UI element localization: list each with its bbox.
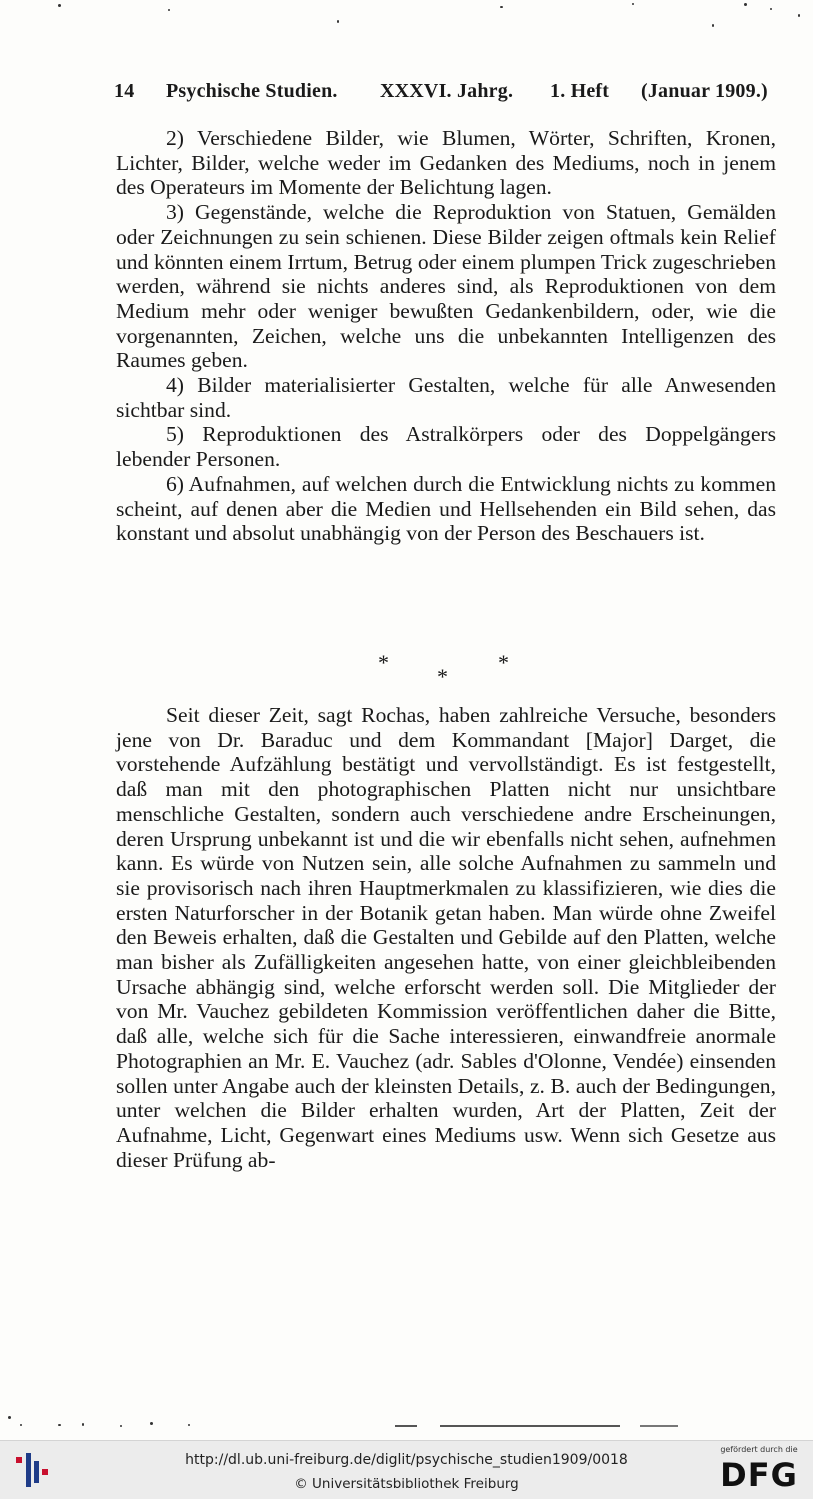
page-number: 14: [114, 80, 135, 102]
library-footer: [0, 1440, 813, 1499]
scan-speck: [798, 14, 800, 17]
body-paragraph: Seit dieser Zeit, sagt Rochas, haben zahlreiche Versuche, besonders jene von Dr. Baraduc und dem Kommandant [Major] Darget, die vorstehende Aufzählung bestätigt und vervollständigt. Es ist festgestellt, daß man mit den photographischen Platten nicht nur unsichtbare menschliche Gestalten, sondern auch verschiedene andre Erscheinungen, deren Ursprung unbekannt ist und die wir ebenfalls nicht sehen, aufnehmen kann. Es würde von Nutzen sein, alle solche Aufnahmen zu sammeln und sie provisorisch nach ihren Hauptmerkmalen zu klassifizieren, wie dies die ersten Naturforscher in der Botanik getan haben. Man würde ohne Zweifel den Beweis erhalten, daß die Gestalten und Gebilde auf den Platten, welche man bisher als Zufälligkeiten angesehen hatte, von einer gleichbleibenden Ursache abhängig sind, welche erforscht werden soll. Die Mitglieder der von Mr. Vauchez gebildeten Kommission veröffentlichen daher die Bitte, daß alle, welche sich für die Sache interessieren, einwandfreie anormale Photographien an Mr. E. Vauchez (adr. Sables d'Olonne, Vendée) einsenden sollen unter Angabe auch der kleinsten Details, z. B. auch der Bedingungen, unter welchen die Bilder erhalten wurden, Art der Platten, Zeit der Aufnahme, Licht, Gegenwart eines Mediums usw. Wenn sich Gesetze aus dieser Prüfung ab-: [116, 703, 776, 1172]
scan-edge-noise: [0, 1410, 813, 1440]
scan-speck: [337, 20, 339, 23]
scan-speck: [500, 6, 503, 8]
scan-speck: [712, 24, 714, 27]
scan-speck: [120, 1425, 122, 1427]
section-separator: [0, 648, 813, 688]
scan-speck: [150, 1422, 153, 1425]
funder-note: gefördert durch die: [720, 1445, 798, 1454]
separator-star: *: [378, 650, 389, 675]
scan-speck: [20, 1424, 22, 1426]
issue-label: 1. Heft: [550, 80, 610, 102]
numbered-list: [116, 126, 776, 546]
scan-speck: [168, 9, 170, 11]
dfg-logo: [715, 1445, 803, 1495]
journal-title: Psychische Studien.: [166, 80, 338, 102]
scan-speck: [744, 3, 747, 6]
volume-label: XXXVI. Jahrg.: [380, 80, 514, 102]
funder-logo-text: DFG: [720, 1456, 798, 1494]
scan-line: [395, 1425, 417, 1427]
scan-line: [640, 1425, 678, 1427]
scan-line: [440, 1425, 620, 1427]
list-item: 3) Gegenstände, welche die Reproduktion von Statuen, Gemälden oder Zeichnungen zu sein schienen. Diese Bilder zeigen oftmals kein Relief und könnten einem Irrtum, Betrug oder einem plumpen Trick zugeschrieben werden, während sie nichts anderes sind, als Reproduktionen von dem Medium mehr oder weniger bewußten Gedankenbildern, oder, wie die vorgenannten, Zeichen, welche uns die unbekannten Intelligenzen des Raumes geben.: [116, 200, 776, 373]
issue-date: (Januar 1909.): [641, 80, 768, 102]
copyright-notice: © Universitätsbibliothek Freiburg: [294, 1476, 519, 1492]
permalink-url[interactable]: http://dl.ub.uni-freiburg.de/diglit/psychische_studien1909/0018: [185, 1452, 628, 1468]
scan-speck: [58, 4, 61, 7]
separator-star: *: [437, 664, 448, 689]
list-item: 5) Reproduktionen des Astralkörpers oder des Doppelgängers lebender Personen.: [116, 422, 776, 472]
scan-speck: [188, 1424, 190, 1426]
separator-star: *: [498, 650, 509, 675]
scan-speck: [632, 3, 634, 5]
list-item: 4) Bilder materialisierter Gestalten, welche für alle Anwesenden sichtbar sind.: [116, 373, 776, 422]
scan-speck: [58, 1424, 61, 1426]
scan-speck: [770, 8, 772, 10]
scan-speck: [8, 1416, 11, 1419]
list-item: 6) Aufnahmen, auf welchen durch die Entwicklung nichts zu kommen scheint, auf denen aber die Medien und Hellsehenden ein Bild sehen, das konstant und absolut unabhängig von der Person des Beschauers ist.: [116, 471, 776, 546]
scan-speck: [82, 1423, 84, 1426]
list-item: 2) Verschiedene Bilder, wie Blumen, Wörter, Schriften, Kronen, Lichter, Bilder, welche weder im Gedanken des Mediums, noch in jenem des Operateurs im Momente der Belichtung lagen.: [116, 126, 776, 200]
running-header: [114, 80, 778, 110]
body-text: [116, 703, 776, 1172]
